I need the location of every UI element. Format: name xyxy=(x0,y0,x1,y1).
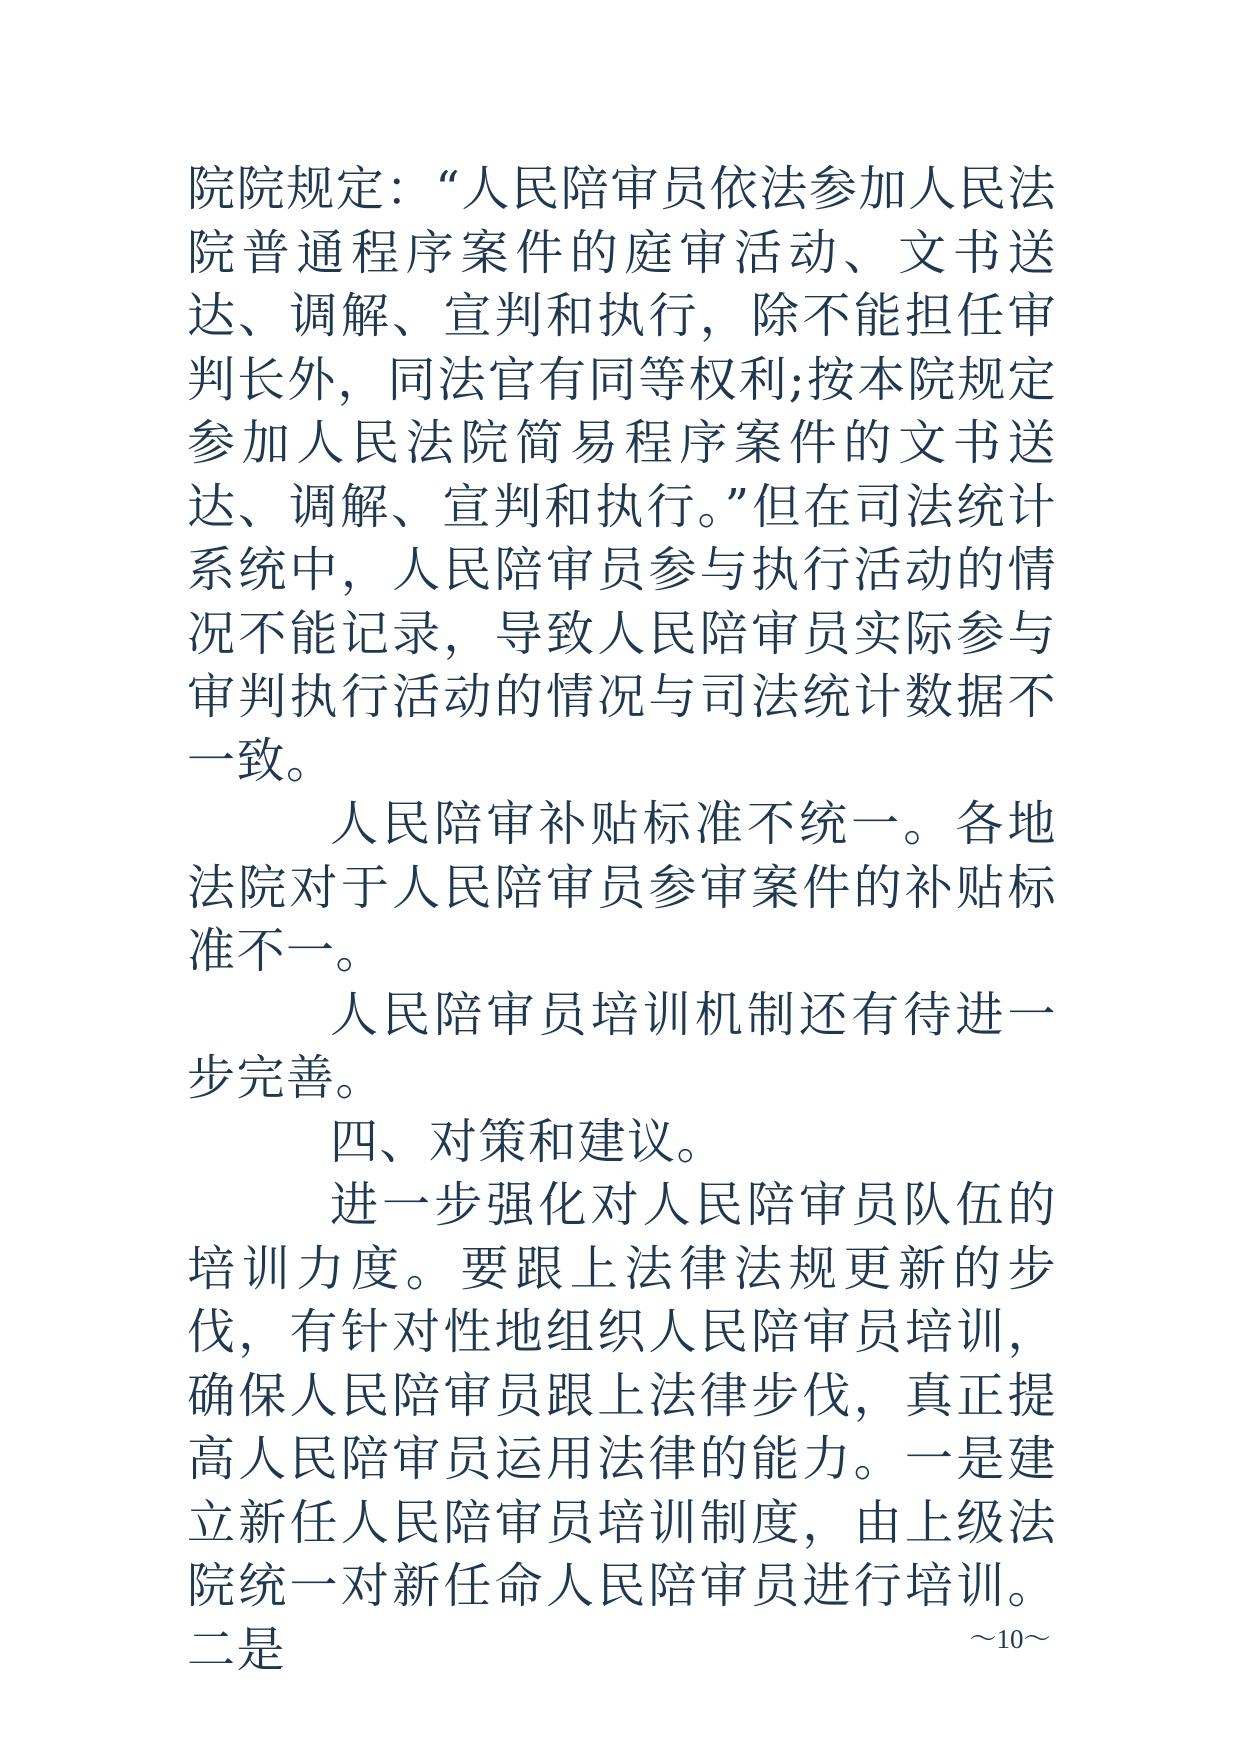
paragraph-strengthen-training: 进一步强化对人民陪审员队伍的培训力度。要跟上法律法规更新的步伐，有针对性地组织人民陪审员培训，确保人民陪审员跟上法律步伐，真正提高人民陪审员运用法律的能力。一是建立新任人民陪审员培训制度，由上级法院统一对新任命人民陪审员进行培训。二是 xyxy=(187,1177,1057,1678)
paragraph-subsidy-standard: 人民陪审补贴标准不统一。各地法院对于人民陪审员参审案件的补贴标准不一。 xyxy=(187,796,1057,979)
section-heading-countermeasures: 四、对策和建议。 xyxy=(330,1113,727,1170)
body-text xyxy=(187,158,1057,1682)
paragraph-training-mechanism: 人民陪审员培训机制还有待进一步完善。 xyxy=(187,986,1057,1106)
paragraph-court-rules: 院院规定：“人民陪审员依法参加人民法院普通程序案件的庭审活动、文书送达、调解、宣判和执行，除不能担任审判长外，同法官有同等权利;按本院规定参加人民法院简易程序案件的文书送达、调解、宣判和执行。”但在司法统计系统中，人民陪审员参与执行活动的情况不能记录，导致人民陪审员实际参与审判执行活动的情况与司法统计数据不一致。 xyxy=(187,161,1057,789)
page-number: ～10～ xyxy=(969,1624,1051,1654)
